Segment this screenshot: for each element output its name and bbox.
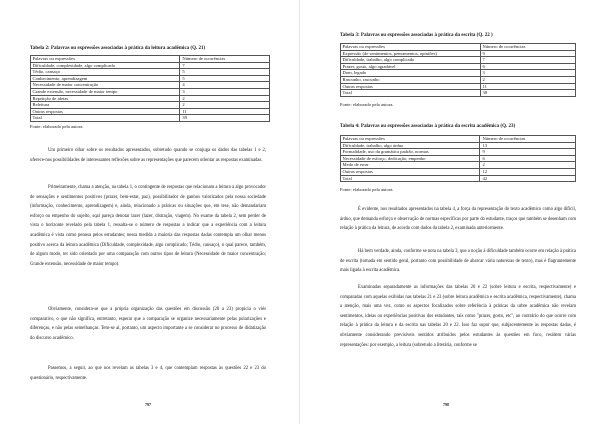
table-row — [31, 102, 270, 109]
table-row — [341, 155, 576, 162]
table-header-row — [341, 136, 576, 143]
cell-count: 42 — [480, 175, 576, 182]
table-row — [31, 75, 270, 82]
table-row — [31, 115, 270, 122]
right-page — [300, 0, 600, 424]
table-row — [341, 162, 576, 169]
table2-caption: Tabela 2: Palavras ou expressões associadas à prática da leitura acadêmica (Q. 21) — [30, 46, 206, 51]
table-header-row — [341, 44, 576, 51]
cell-expression: Conhecimento, aprendizagem — [31, 75, 180, 82]
cell-count: 7 — [480, 57, 575, 64]
cell-expression: Total — [341, 90, 481, 97]
cell-expression: Necessidade de esforço, dedicação, empenho — [341, 155, 480, 162]
table-row — [31, 69, 270, 76]
table-row — [341, 168, 576, 175]
header-cell-count: Número de ocorrências — [480, 136, 576, 143]
cell-expression: Grande extensão, necessidade de maior tempo — [31, 88, 180, 95]
cell-expression: Outras respostas — [341, 168, 480, 175]
cell-count: 2 — [180, 102, 270, 109]
cell-expression: Total — [31, 115, 180, 122]
cell-count: 5 — [180, 75, 270, 82]
paragraph-3: Obviamente, considera-se que a própria organização das questões em discussão (20 a 23) propicia o viés comparativo, o que não significa, entretanto, esperar que a comparação se organize necessariamente pelas polarizações e diferenças, e não pelas semelhanças. Tem-se aí, portanto, um aspecto importante a se considerar no processo de didatização do discurso acadêmico. — [30, 307, 266, 341]
paragraph-1: É evidente, nos resultados apresentados na tabela 4, a força da representação do texto acadêmico como algo difícil, árduo, que demanda esforço e observação de normas específicas por parte do estudante, traços que também se desenham com relação à prática da leitura, de acordo com dados da tabela 2, examinada anteriormente. — [340, 207, 576, 232]
table-row — [341, 175, 576, 182]
cell-count: 5 — [180, 69, 270, 76]
cell-count: 9 — [480, 50, 575, 57]
cell-expression: Outras respostas — [31, 108, 180, 115]
cell-expression: Necessidade de maior concentração — [31, 82, 180, 89]
table-row — [341, 76, 576, 83]
table3 — [340, 43, 576, 97]
cell-count: 2 — [180, 95, 270, 102]
cell-expression: Dom, legado — [341, 70, 481, 77]
table2-source: Fonte: elaborado pela autora. — [30, 124, 84, 129]
cell-expression: Medo de errar — [341, 162, 480, 169]
table-row — [31, 62, 270, 69]
cell-count: 9 — [480, 149, 576, 156]
table3-source: Fonte: elaborado pela autora. — [340, 102, 394, 107]
table-row — [341, 63, 576, 70]
table4 — [340, 135, 576, 182]
table-row — [341, 83, 576, 90]
table-row — [341, 50, 576, 57]
table-row — [341, 70, 576, 77]
cell-count: 2 — [480, 76, 575, 83]
header-cell-expression: Palavras ou expressões — [341, 136, 480, 143]
table4-source: Fonte: elaborado pela autora. — [340, 187, 394, 192]
cell-count: 11 — [480, 83, 575, 90]
cell-count: 4 — [180, 82, 270, 89]
table-header-row — [31, 56, 270, 63]
table3-caption: Tabela 3: Palavras ou expressões associadas à prática da escrita (Q. 22 ) — [340, 33, 493, 38]
cell-expression: Rascunho, rascunho — [341, 76, 481, 83]
table-row — [341, 57, 576, 64]
cell-expression: Dificuldade, complexidade, algo complicado — [31, 62, 180, 69]
page-number: 798 — [443, 402, 449, 407]
cell-count: 2 — [480, 162, 576, 169]
table-row — [341, 142, 576, 149]
paragraph-1: Um primeiro olhar sobre os resultados apresentados, sobretudo quando se conjuga os dados das tabelas 1 e 2, oferece-nos possibilidades de interessantes reflexões sobre as representações que parecem orientar as respostas examinadas. — [30, 148, 266, 163]
cell-expression: Releitura — [31, 102, 180, 109]
cell-count: 7 — [180, 62, 270, 69]
cell-expression: Repetição de ideias — [31, 95, 180, 102]
table-row — [31, 108, 270, 115]
cell-count: 39 — [180, 115, 270, 122]
header-cell-count: Número de ocorrências — [180, 56, 270, 63]
table4-caption: Tabela 4: Palavras ou expressões associadas à prática da escrita acadêmica (Q. 23) — [340, 124, 516, 129]
table-row — [341, 90, 576, 97]
cell-count: 3 — [180, 88, 270, 95]
cell-expression: Formalidade, uso da gramática padrão, normas — [341, 149, 480, 156]
cell-expression: Prazer, gosto, algo agradável — [341, 63, 481, 70]
table-row — [31, 82, 270, 89]
cell-expression: Tédio, cansaço — [31, 69, 180, 76]
header-cell-expression: Palavras ou expressões — [341, 44, 481, 51]
header-cell-count: Número de ocorrências — [480, 44, 575, 51]
paragraph-4: Passemos, a seguir, ao que nos revelam as tabelas 3 e 4, que contemplam respostas às questões 22 e 23 do questionário, respectivamente. — [30, 366, 266, 381]
cell-count: 6 — [480, 63, 575, 70]
table2 — [30, 55, 270, 122]
paragraph-3: Examinadas separadamente as informações das tabelas 20 e 22 (sobre leitura e escrita, respectivamente) e comparadas com aquelas exibidas nas tabelas 21 e 23 (sobre leitura acadêmica e escrita acadêmica, respectivamente), chama a atenção, mais uma vez, como os aspectos focalizados sobre referência à práticas da urbre acadêmica não revelam sentimentos, ideias ou experiências positivas dos estudantes, tais como "prazer, gosto, etc", ao contrário do que ocorre com relação à prática da leitura e da escrita nas tabelas 20 e 22. Isso faz supor que, subjacentemente às respostas dadas, é obviamente considerando previsíveis sentidos atribuídos pelos estudantes às questões em foco, residem várias representações: por exemplo, a leitura (sobretudo a literária, conforme se — [340, 285, 576, 348]
header-cell-expression: Palavras ou expressões — [31, 56, 180, 63]
cell-count: 3 — [480, 70, 575, 77]
cell-expression: Total — [341, 175, 480, 182]
cell-count: 11 — [180, 108, 270, 115]
table-row — [31, 95, 270, 102]
cell-expression: Dificuldade, trabalho, algo árduo — [341, 142, 480, 149]
cell-count: 12 — [480, 168, 576, 175]
table-row — [31, 88, 270, 95]
cell-count: 13 — [480, 142, 576, 149]
cell-expression: Dificuldade, trabalho, algo complicado — [341, 57, 481, 64]
cell-expression: Outras respostas — [341, 83, 481, 90]
cell-expression: Expressão (de sentimentos, pensamentos, opiniões) — [341, 50, 481, 57]
cell-count: 38 — [480, 90, 575, 97]
cell-count: 6 — [480, 155, 576, 162]
page-number: 797 — [145, 402, 151, 407]
paragraph-2: Primeiramente, chama a atenção, na tabela 1, o contingente de respostas que relacionam a leitura a algo provocador de sensações e sentimentos positivos (prazer, bem-estar, paz), possibilitador de ganhos valorizados pela nossa sociedade (informação, conhecimento, aprendizagem) e, ainda, relacionado a práticas ou situações que, em tese, não demandariam esforço ou empenho do sujeito, sqal pareça denotar lazer (lazer, distração, viagem). No exame da tabela 2, sem perder de vista o horizonte revelado pela tabela 1, ressalta-se o número de respostas a indicar que a experiência com a leitura acadêmica é vista como penosa pelos estudantes; nessa medida a maioria das respostas dadas contempla um olhar menos positivo acerca da leitura acadêmica (Dificuldade, complexidade, algo complicado; Tédio, cansaço), o qual parece, também, de algum modo, ter sido orientado por uma comparação com outros tipos de leitura (Necessidade de maior concentração; Grande extensão, necessidade de maior tempo). — [30, 185, 266, 267]
paragraph-2: Há bem verdade, ainda, conforme se nota na tabela 3, que a noção à dificuldade também ocorre em relação à prática de escrita (tomada em sentido geral, portanto com possibilidade de abarcar vária naturezas de texto), mas é flagrantemente mais ligada à escrita acadêmica. — [340, 249, 576, 274]
table-row — [341, 149, 576, 156]
